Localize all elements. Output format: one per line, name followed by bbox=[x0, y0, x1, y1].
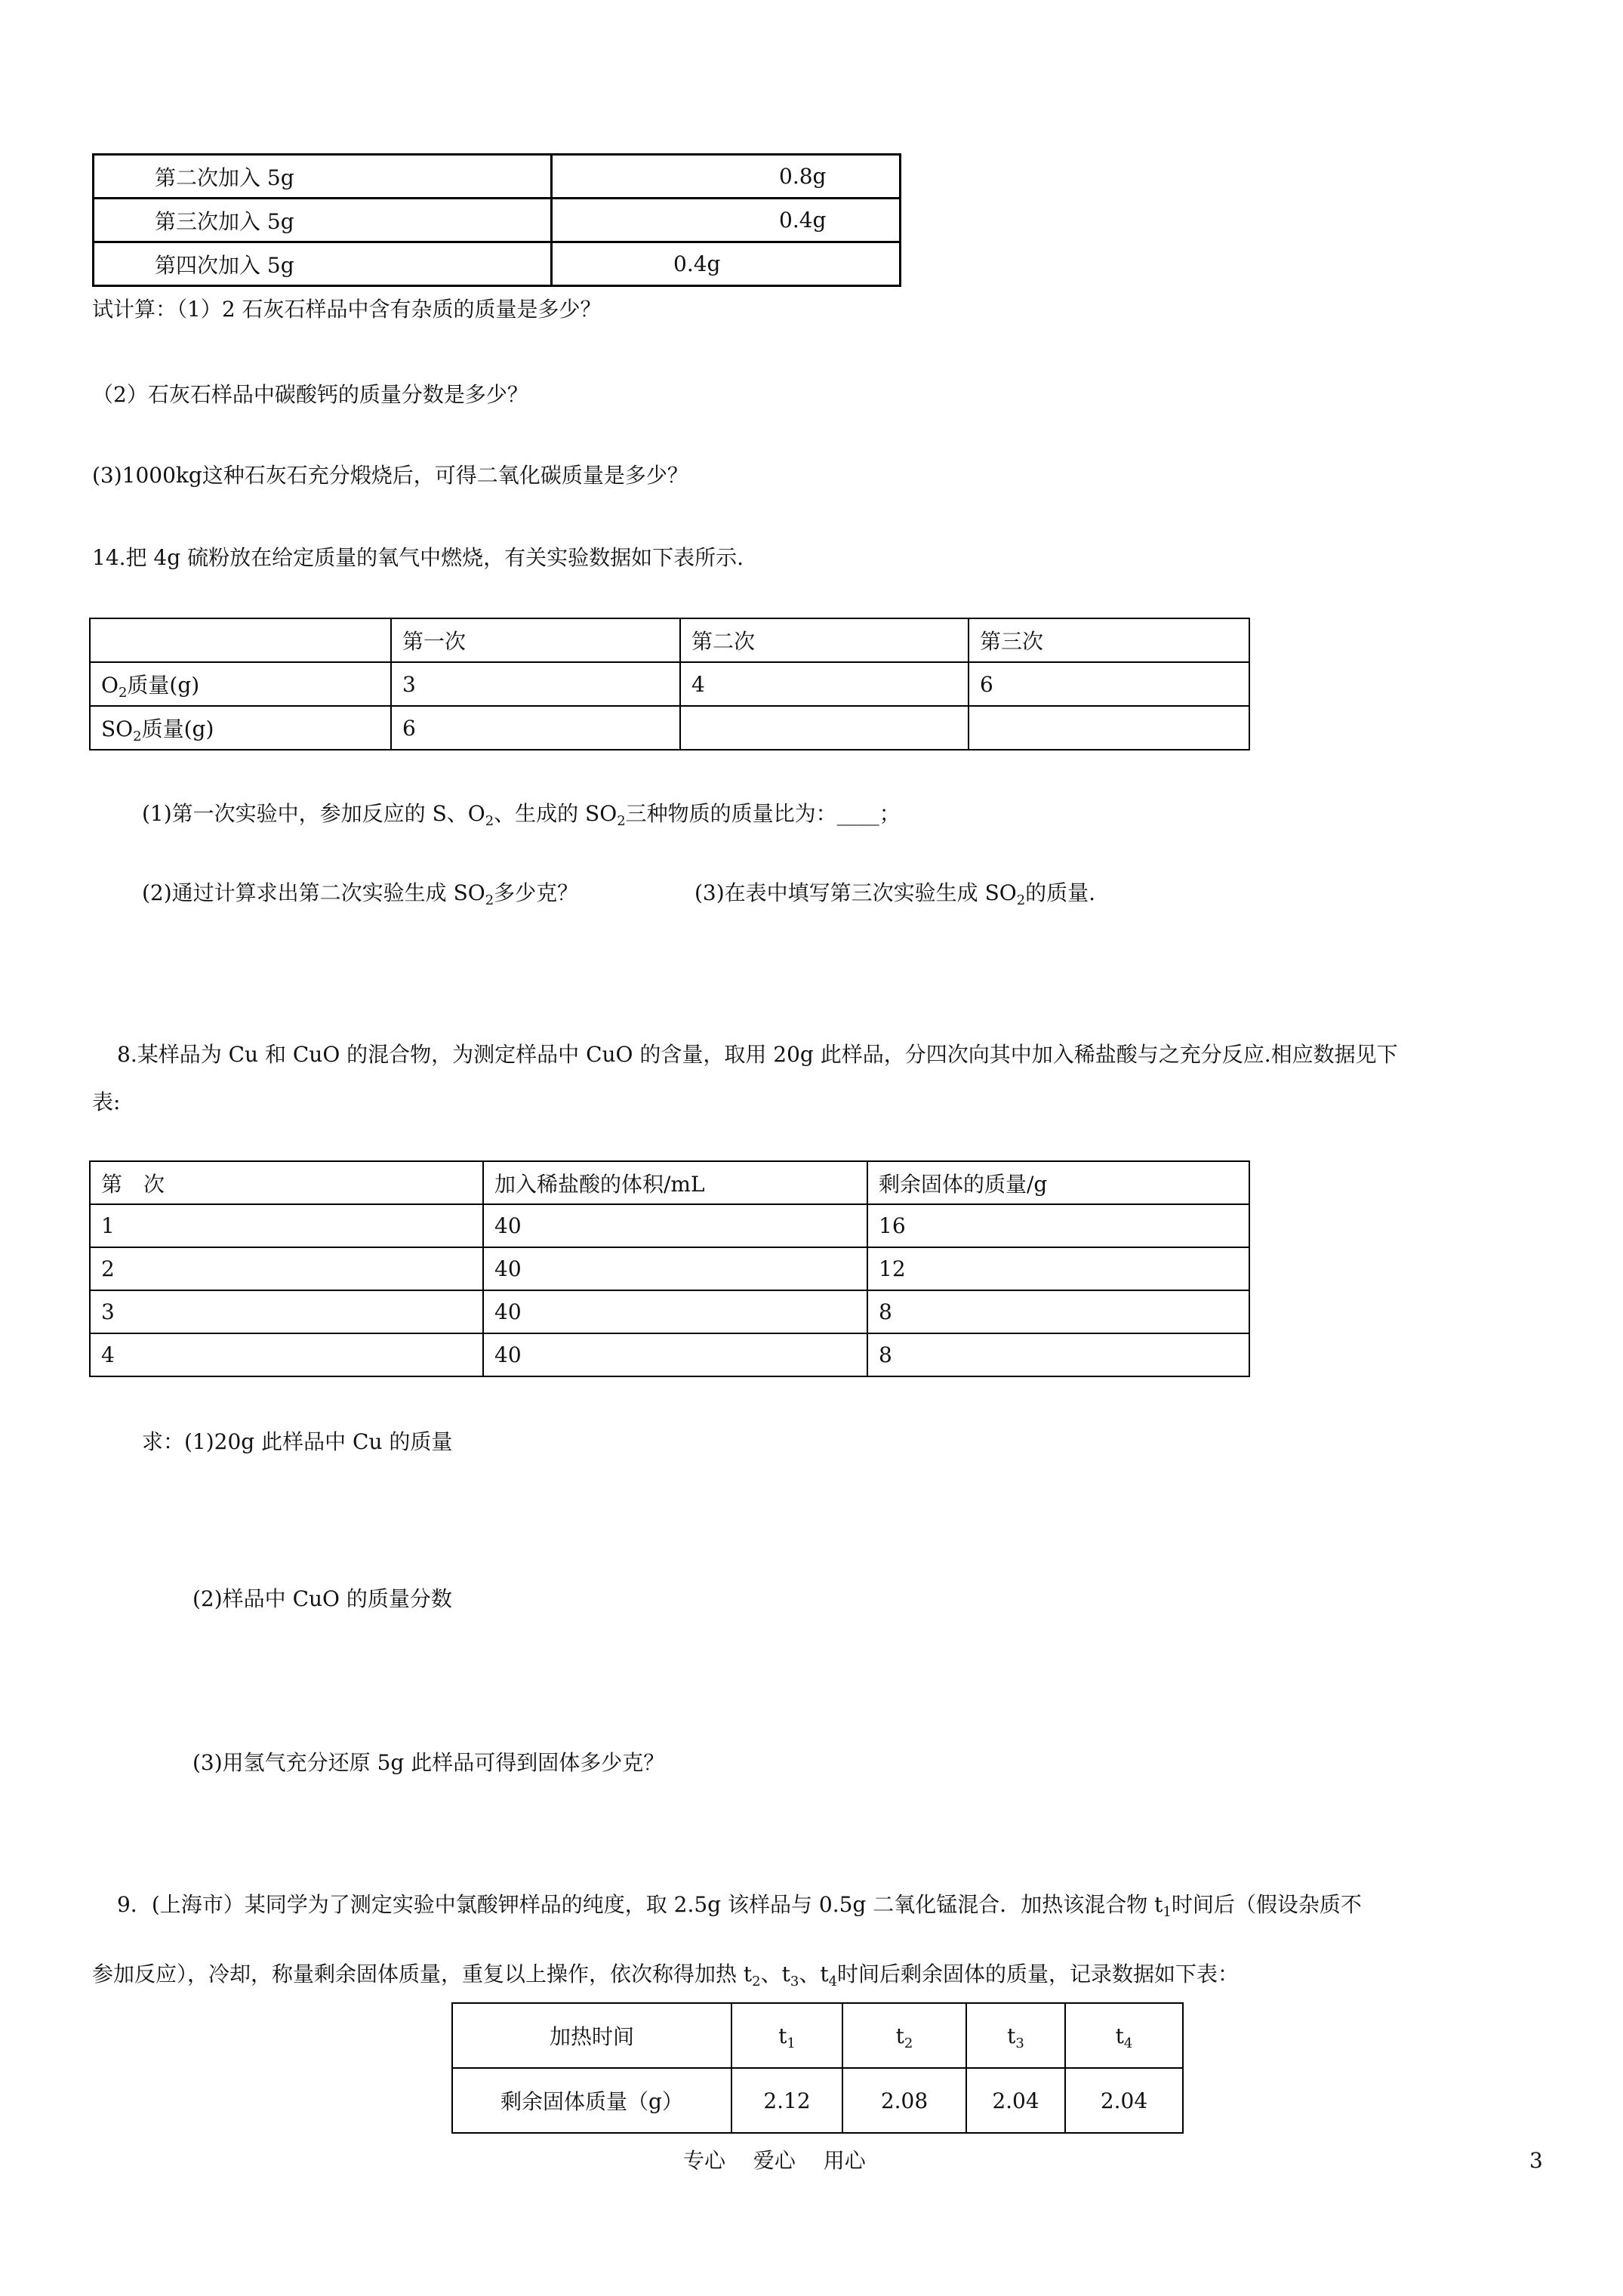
q14-part2 bbox=[142, 878, 578, 908]
table-cell: 第二次加入 5g bbox=[94, 155, 552, 199]
subscript: 4 bbox=[828, 1974, 838, 1989]
label-tail: 质量(g) bbox=[141, 717, 214, 741]
table-cell: 6 bbox=[969, 662, 1249, 706]
t-label: t bbox=[1007, 2023, 1016, 2048]
subscript: 2 bbox=[904, 2035, 913, 2051]
q8-ask1: 求：(1)20g 此样品中 Cu 的质量 bbox=[142, 1429, 453, 1454]
subscript: 2 bbox=[1016, 892, 1026, 908]
q13-part1-text: （1）2 石灰石样品中含有杂质的质量是多少？ bbox=[177, 297, 602, 322]
table-cell: 加热时间 bbox=[452, 2003, 731, 2068]
table-cell: 2.04 bbox=[966, 2068, 1065, 2133]
table-cell: 4 bbox=[90, 1333, 483, 1376]
table-row bbox=[90, 1290, 1249, 1333]
q13-prefix: 试计算： bbox=[92, 297, 177, 322]
t-label: t bbox=[1115, 2023, 1124, 2048]
subscript: 3 bbox=[790, 1974, 799, 1989]
table-cell: 0.4g bbox=[552, 242, 901, 286]
q9-line1 bbox=[117, 1890, 1362, 1920]
table-cell: 2.12 bbox=[731, 2068, 842, 2133]
table-cell: 6 bbox=[391, 706, 680, 750]
text: 、t bbox=[799, 1962, 829, 1986]
table-row bbox=[90, 706, 1249, 750]
table-cell: 2.08 bbox=[842, 2068, 966, 2133]
subscript: 2 bbox=[617, 813, 626, 829]
table-cell: 0.4g bbox=[552, 199, 901, 242]
table-row bbox=[90, 1333, 1249, 1376]
q8-stem-line1: 8.某样品为 Cu 和 CuO 的混合物，为测定样品中 CuO 的含量，取用 20g 此样品，分四次向其中加入稀盐酸与之充分反应.相应数据见下 bbox=[117, 1042, 1398, 1067]
subscript: 2 bbox=[485, 892, 494, 908]
table-cell bbox=[969, 706, 1249, 750]
text: (1)第一次实验中，参加反应的 S、O bbox=[142, 801, 485, 826]
text: 参加反应），冷却，称量剩余固体质量，重复以上操作，依次称得加热 t bbox=[92, 1962, 753, 1986]
q8-ask2: (2)样品中 CuO 的质量分数 bbox=[192, 1586, 452, 1611]
table-cell bbox=[731, 2003, 842, 2068]
q8-stem-line2: 表: bbox=[92, 1089, 121, 1114]
q9-table bbox=[451, 2002, 1184, 2134]
table-row bbox=[90, 618, 1249, 662]
subscript: 2 bbox=[752, 1974, 761, 1989]
q14-stem: 14.把 4g 硫粉放在给定质量的氧气中燃烧，有关实验数据如下表所示. bbox=[92, 545, 744, 570]
table-cell bbox=[90, 662, 391, 706]
table-row bbox=[94, 199, 901, 242]
table-cell bbox=[966, 2003, 1065, 2068]
t-label: t bbox=[895, 2023, 904, 2048]
label-tail: 质量(g) bbox=[127, 673, 200, 698]
q14-part3 bbox=[694, 878, 1095, 908]
table-cell bbox=[1065, 2003, 1183, 2068]
table-cell: 第三次加入 5g bbox=[94, 199, 552, 242]
text: 的质量. bbox=[1025, 880, 1096, 905]
table-cell: 8 bbox=[867, 1333, 1249, 1376]
text: 时间后（假设杂质不 bbox=[1171, 1892, 1362, 1917]
q13-part3: (3)1000kg这种石灰石充分煅烧后，可得二氧化碳质量是多少？ bbox=[92, 463, 688, 488]
text: 时间后剩余固体的质量，记录数据如下表： bbox=[837, 1962, 1240, 1986]
subscript: 2 bbox=[485, 813, 494, 829]
table-cell: 加入稀盐酸的体积/mL bbox=[483, 1161, 867, 1204]
table-cell: 40 bbox=[483, 1204, 867, 1247]
table-cell: 第一次 bbox=[391, 618, 680, 662]
table-cell: 2.04 bbox=[1065, 2068, 1183, 2133]
q9-line2 bbox=[92, 1959, 1239, 1989]
table-row bbox=[90, 1204, 1249, 1247]
q14-part1 bbox=[142, 799, 901, 829]
table-row bbox=[452, 2068, 1183, 2133]
table-row bbox=[452, 2003, 1183, 2068]
table-cell: 1 bbox=[90, 1204, 483, 1247]
table-cell: 第三次 bbox=[969, 618, 1249, 662]
table-cell: 第四次加入 5g bbox=[94, 242, 552, 286]
table-cell: 4 bbox=[680, 662, 969, 706]
table-cell: 第 次 bbox=[90, 1161, 483, 1204]
table-row bbox=[90, 1161, 1249, 1204]
text: (2)通过计算求出第二次实验生成 SO bbox=[142, 880, 485, 905]
table-cell: 3 bbox=[90, 1290, 483, 1333]
table-row bbox=[90, 662, 1249, 706]
subscript: 1 bbox=[1163, 1904, 1172, 1920]
q13-part2: （2）石灰石样品中碳酸钙的质量分数是多少？ bbox=[92, 382, 528, 407]
table-cell: 40 bbox=[483, 1247, 867, 1290]
table-cell bbox=[842, 2003, 966, 2068]
table-cell bbox=[90, 706, 391, 750]
text: 、t bbox=[760, 1962, 790, 1986]
subscript: 1 bbox=[787, 2035, 796, 2051]
table-cell: 40 bbox=[483, 1333, 867, 1376]
table-cell: 剩余固体质量（g） bbox=[452, 2068, 731, 2133]
table-cell: 8 bbox=[867, 1290, 1249, 1333]
label-main: O bbox=[101, 673, 119, 698]
table-row bbox=[94, 155, 901, 199]
table-cell: 40 bbox=[483, 1290, 867, 1333]
table-row bbox=[90, 1247, 1249, 1290]
q14-table bbox=[89, 618, 1250, 750]
table-row bbox=[94, 242, 901, 286]
t-label: t bbox=[778, 2023, 787, 2048]
table-cell: 16 bbox=[867, 1204, 1249, 1247]
label-main: SO bbox=[101, 717, 134, 741]
text: 9．(上海市）某同学为了测定实验中氯酸钾样品的纯度，取 2.5g 该样品与 0.5g 二氧化锰混合．加热该混合物 t bbox=[117, 1892, 1163, 1917]
text: 三种物质的质量比为：____； bbox=[625, 801, 901, 826]
text: 多少克？ bbox=[494, 880, 579, 905]
table-cell: 0.8g bbox=[552, 155, 901, 199]
table-cell: 12 bbox=[867, 1247, 1249, 1290]
q13-part1 bbox=[92, 294, 602, 325]
table-cell: 3 bbox=[391, 662, 680, 706]
subscript: 3 bbox=[1015, 2035, 1024, 2051]
label-sub: 2 bbox=[133, 729, 142, 744]
footer-slogan: 专心 爱心 用心 bbox=[683, 2148, 866, 2173]
label-sub: 2 bbox=[118, 685, 128, 701]
table-cell: 2 bbox=[90, 1247, 483, 1290]
table-cell bbox=[90, 618, 391, 662]
table-cell: 第二次 bbox=[680, 618, 969, 662]
text: 、生成的 SO bbox=[494, 801, 617, 826]
page-number: 3 bbox=[1529, 2148, 1543, 2173]
table-cell bbox=[680, 706, 969, 750]
text: (3)在表中填写第三次实验生成 SO bbox=[694, 880, 1017, 905]
top-table bbox=[92, 153, 901, 287]
q8-table bbox=[89, 1160, 1250, 1377]
q8-ask3: (3)用氢气充分还原 5g 此样品可得到固体多少克？ bbox=[192, 1750, 665, 1775]
subscript: 4 bbox=[1123, 2035, 1133, 2051]
table-cell: 剩余固体的质量/g bbox=[867, 1161, 1249, 1204]
